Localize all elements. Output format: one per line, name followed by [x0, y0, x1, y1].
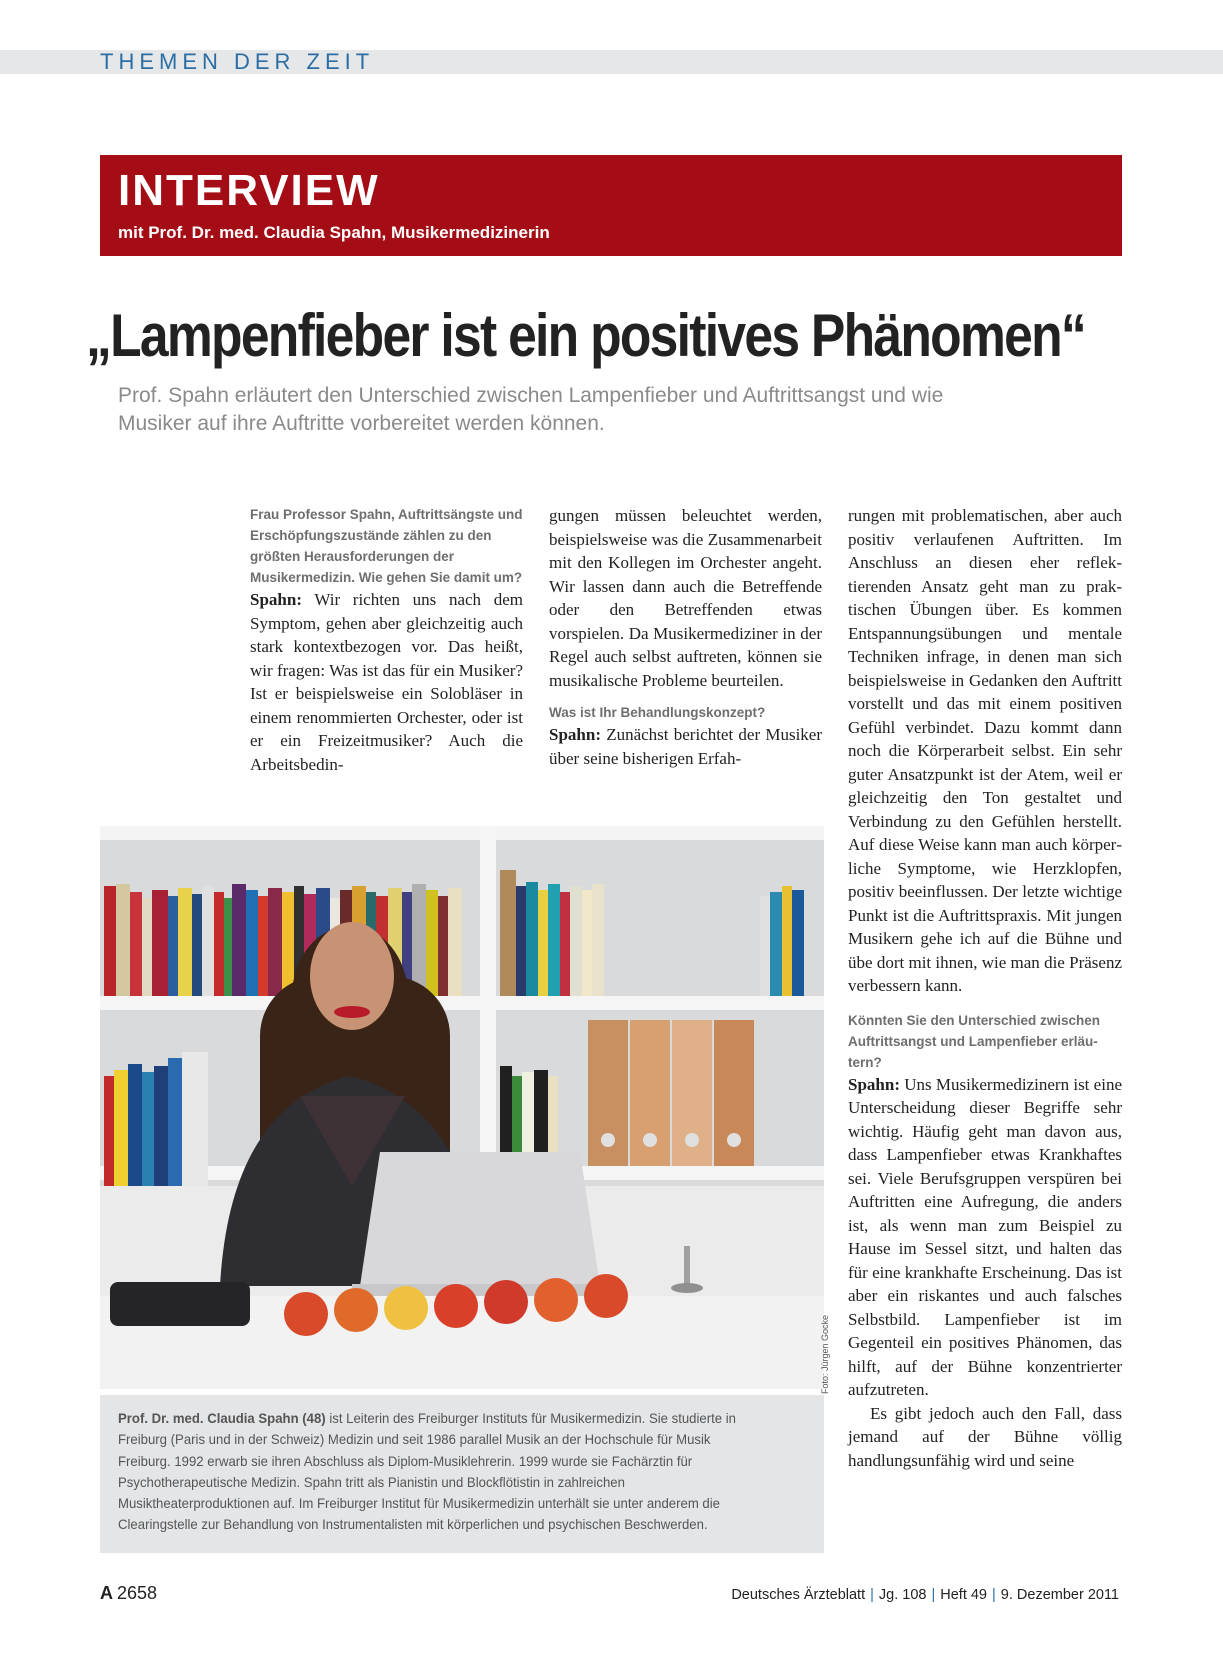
text-column-2	[549, 504, 822, 770]
speaker-label: Spahn:	[250, 590, 302, 609]
speaker-label: Spahn:	[848, 1074, 900, 1094]
banner-subtitle: mit Prof. Dr. med. Claudia Spahn, Musikermedizinerin	[118, 223, 550, 242]
banner-title: INTERVIEW	[118, 166, 380, 215]
photo-caption	[118, 1408, 767, 1536]
answer-1	[250, 588, 523, 776]
answer-2-continued: rungen mit problematischen, aber auch positiv verlaufenen Auftritten. Im Anschluss an diesen eher reflektierenden Ansatz geht man zu praktischen Übungen über. Es kommen Entspannungsübungen und mentale Techniken infrage, in denen man sich beispielsweise in Gedanken den Auftritt vorstellt und das mit einem positiven Gefühl verbindet. Dazu kommt dann noch die Körperarbeit selbst. Ein sehr guter Ansatzpunkt ist der Atem, weil er gleichzeitig den Ton gestaltet und Verbindung zu den Gefühlen herstellt. Auf diese Weise kann man auch körperliche Symptome, wie Herzklopfen, positiv beeinflussen. Der letzte wichtige Punkt ist die Auftrittspraxis. Mit jungen Musikern gehe ich auf die Bühne und übe dort mit ihnen, wie man die Präsenz verbessern kann.	[848, 506, 1122, 995]
answer-text: Wir richten uns nach dem Symptom, gehen aber gleichzeitig auch stark kontextbezogen vor. Das heißt, wir fragen: Was ist das für ein Musiker? Ist er beispielsweise ein Solobläser in einem renommierten Orchester, oder ist er ein Freizeitmusiker? Auch die Arbeitsbedin-	[250, 590, 523, 774]
text-column-1	[250, 504, 523, 776]
text-column-3	[848, 504, 1122, 1472]
question-2: Was ist Ihr Behandlungskonzept?	[549, 705, 766, 720]
journal-date: 9. Dezember 2011	[1000, 1587, 1119, 1603]
article-lead: Prof. Spahn erläutert den Unterschied zwischen Lampenfieber und Auftrittsangst und wie Musiker auf ihre Auftritte vorbereitet werden können.	[118, 384, 944, 435]
answer-3	[848, 1073, 1122, 1402]
answer-text: Zunächst berichtet der Musiker über seine bisherigen Erfah-	[549, 725, 822, 768]
page-number-value: 2658	[117, 1583, 158, 1603]
separator: |	[992, 1587, 996, 1603]
question-3: Könnten Sie den Unterschied zwischen Auftrittsangst und Lampenfieber erläutern?	[848, 1012, 1101, 1070]
speaker-label: Spahn:	[549, 725, 601, 744]
caption-text: ist Leiterin des Freiburger Instituts für Musikermedizin. Sie studierte in Freiburg (Paris und in der Schweiz) Medizin und seit 1986 parallel Musik an der Hochschule für Musik Freiburg. 1992 erwarb sie ihren Abschluss als Diplom-Musiklehrerin. 1999 wurde sie Fachärztin für Psychotherapeutische Medizin. Spahn tritt als Pianistin und Blockflötistin in zahlreichen Musiktheaterproduktionen auf. Im Freiburger Institut für Musikermedizin unterhält sie unter anderem die Clearingstelle zur Behandlung von Instrumentalisten mit körperlichen und psychischen Beschwerden.	[118, 1410, 737, 1533]
article-headline: „Lampenfieber ist ein positives Phänomen“	[86, 302, 1085, 369]
answer-text: Uns Musikermedizinern ist eine Unterscheidung dieser Begriffe sehr wichtig. Häufig geht man davon aus, dass Lampenfieber etwas Krankhaftes sei. Viele Berufsgruppen verspüren bei Auftritten eine Aufregung, die anders ist, als wenn man zum Beispiel zu Hause im Sessel sitzt, und halten das für eine krankhafte Erscheinung. Das ist aber ein riskantes und auch falsches Selbstbild. Lampenfieber ist im Gegenteil ein positives Phänomen, das hilft, auf der Bühne konzentrierter aufzutreten.	[848, 1074, 1122, 1399]
journal-name: Deutsches Ärzteblatt	[731, 1587, 866, 1603]
answer-2	[549, 723, 822, 770]
journal-volume: Jg. 108	[878, 1587, 927, 1603]
answer-1-continued: gungen müssen beleuchtet werden, beispielsweise was die Zusammenarbeit mit den Kollegen im Orchester angeht. Wir lassen dann auch die Betreffende oder den Betreffenden etwas vorspielen. Da Musikermediziner in der Regel auch selbst auftreten, können sie musikalische Probleme beurteilen.	[549, 506, 822, 690]
caption-name: Prof. Dr. med. Claudia Spahn (48)	[118, 1410, 326, 1426]
page-number	[100, 1582, 157, 1604]
page-prefix: A	[100, 1583, 113, 1603]
question-1: Frau Professor Spahn, Auftrittsängste und Erschöpfungszustände zählen zu den größten Herausforderungen der Musikermedizin. Wie gehen Sie damit um?	[250, 507, 523, 585]
portrait-photo	[100, 826, 824, 1389]
journal-issue: Heft 49	[940, 1587, 987, 1603]
separator: |	[870, 1587, 874, 1603]
journal-info	[731, 1585, 1119, 1605]
portrait-photo-illustration	[100, 826, 824, 1389]
photo-credit: Foto: Jürgen Gocke	[820, 1314, 830, 1394]
section-label: THEMEN DER ZEIT	[100, 49, 375, 74]
answer-3-paragraph-2: Es gibt jedoch auch den Fall, dass jemand auf der Bühne völlig handlungsunfähig wird und seine	[848, 1403, 1122, 1470]
separator: |	[931, 1587, 936, 1603]
